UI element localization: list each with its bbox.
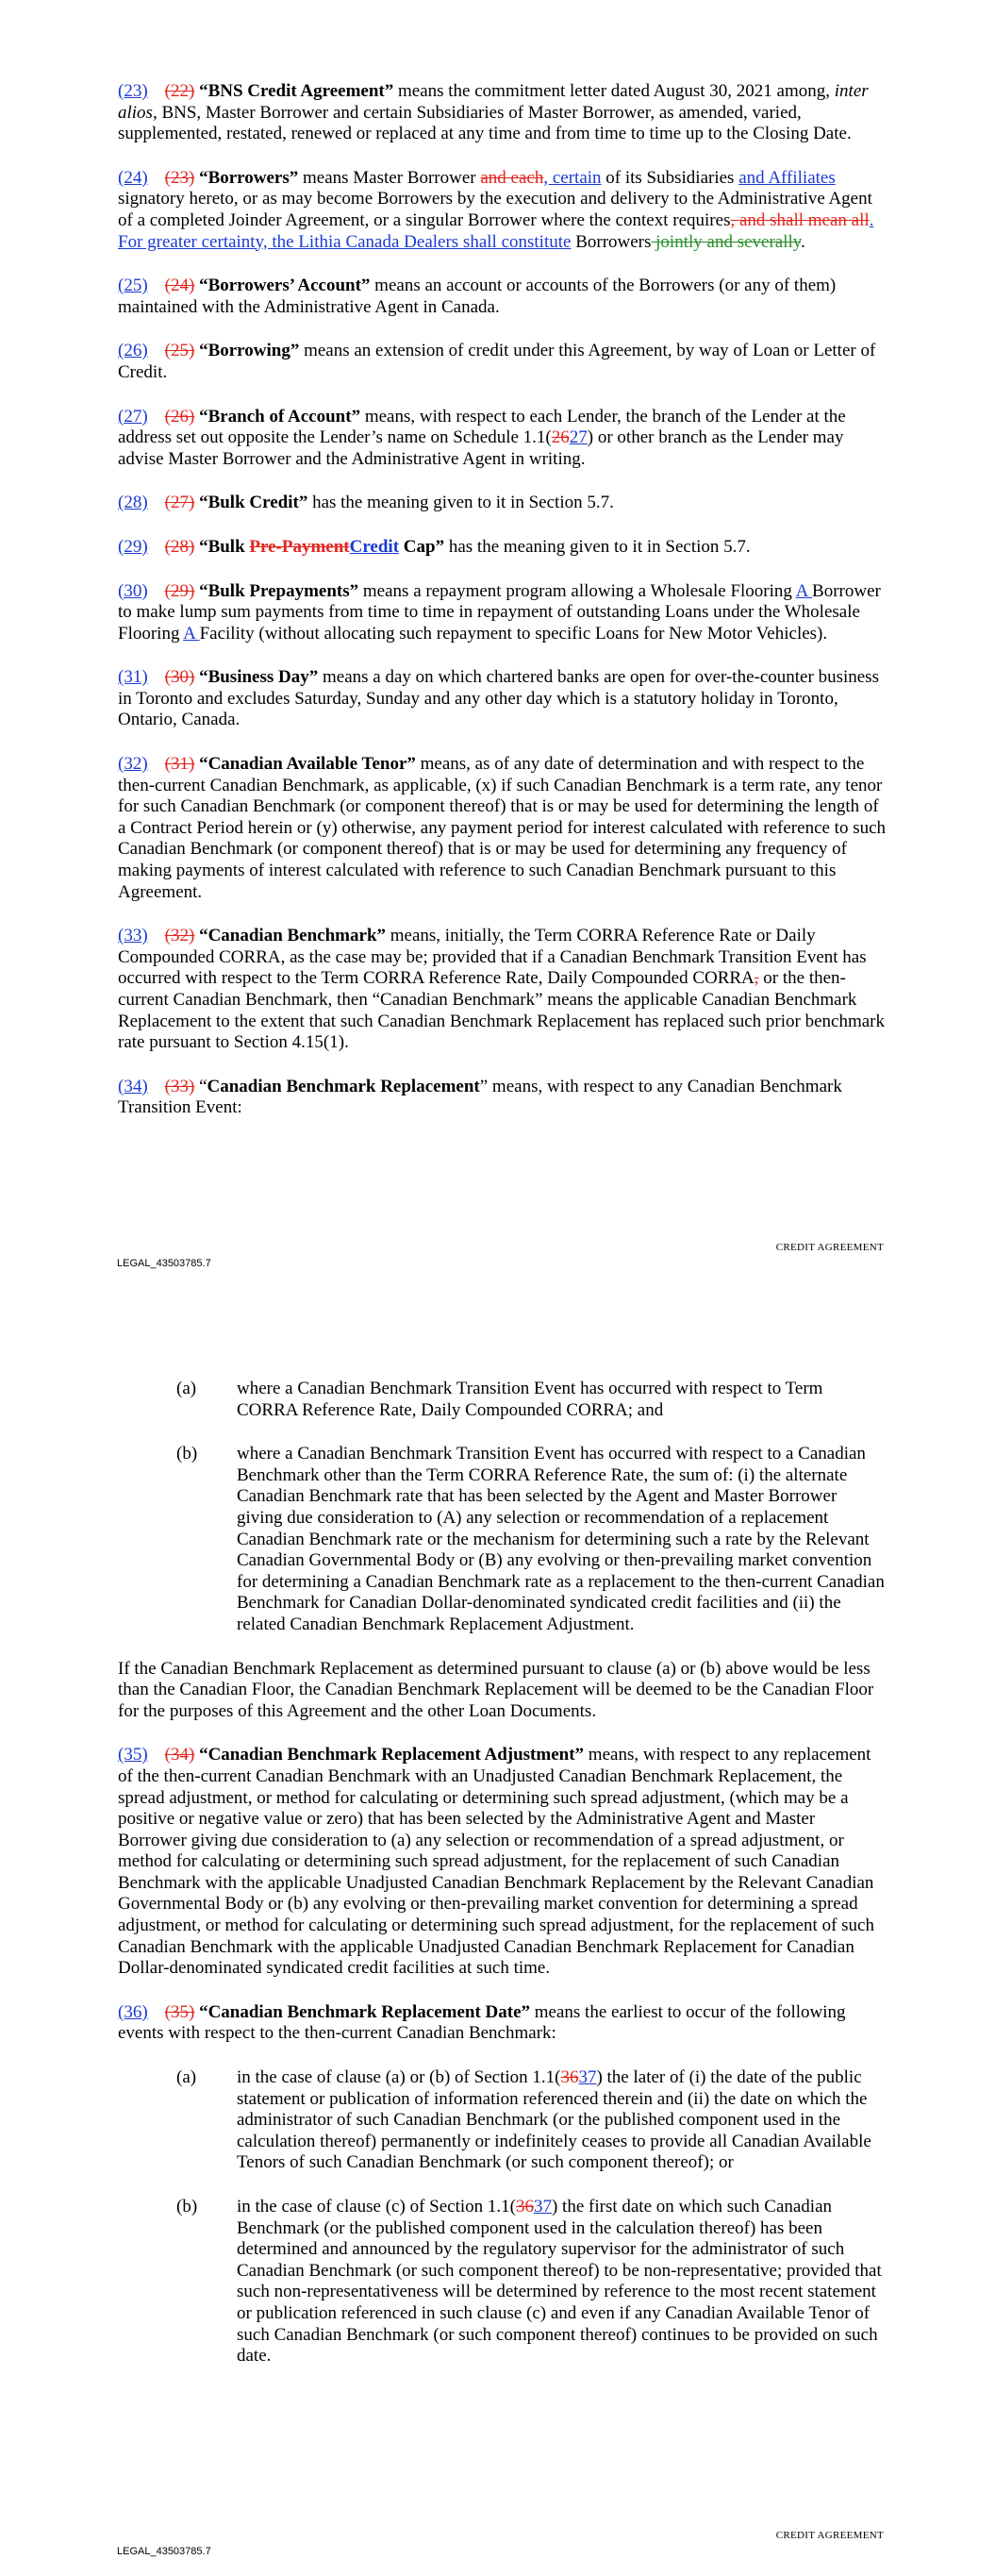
- definition-text: or the then-current Canadian Benchmark, then “Canadian Benchmark” means the applicable Canadian Benchmark Replacement to the extent that such Canadian Benchmark Replacement has replaced such prior benchmark rate pursuant to Section 4.15(1).: [118, 968, 885, 1053]
- defined-term: [199, 537, 444, 557]
- inserted-text: A: [183, 623, 200, 644]
- definition-31: [118, 667, 887, 731]
- italic-text: inter alios: [118, 81, 869, 123]
- deleted-text: 36: [560, 2067, 579, 2088]
- defined-term: “Bulk Prepayments”: [199, 580, 359, 601]
- clause-b: [176, 1444, 887, 1635]
- new-number[interactable]: (30): [118, 580, 148, 601]
- inserted-text: 37: [533, 2197, 552, 2216]
- definition-text: signatory hereto, or as may become Borrowers by the execution and delivery to the Administrative Agent of a completed Joinder Agreement, or a singular Borrower where the context requires: [118, 189, 872, 230]
- deleted-number: (27): [164, 493, 195, 513]
- moved-deleted-text: jointly and severally: [651, 231, 802, 252]
- deleted-text: Pre-Payment: [249, 536, 350, 557]
- inserted-text: 27: [569, 427, 588, 448]
- clause-text: in the case of clause (a) or (b) of Section 1.1(: [237, 2067, 561, 2088]
- defined-term: “Canadian Benchmark Replacement Adjustment”: [199, 1745, 585, 1765]
- deleted-number: (26): [164, 406, 195, 427]
- deleted-number: (29): [164, 580, 195, 601]
- defined-term: “Canadian Benchmark”: [199, 926, 387, 946]
- clause-text: where a Canadian Benchmark Transition Event has occurred with respect to Term CORRA Reference Rate, Daily Compounded CORRA; and: [237, 1379, 823, 1420]
- definition-text: Facility (without allocating such repayment to specific Loans for New Motor Vehicles).: [199, 623, 828, 644]
- page-2-body: [118, 1379, 887, 2390]
- definition-30: [118, 581, 887, 645]
- defined-term: “BNS Credit Agreement”: [199, 81, 394, 101]
- footer-document-id: LEGAL_43503785.7: [117, 2546, 211, 2557]
- term-part: “Bulk: [199, 536, 250, 557]
- definition-text: means, initially, the Term CORRA Reference Rate or Daily Compounded CORRA, as the case may be; provided that if a Canadian Benchmark Transition Event has occurred with respect to the Term CORRA Reference Rate, Daily Compounded CORRA: [118, 926, 867, 989]
- new-number[interactable]: (29): [118, 536, 148, 557]
- deleted-number: (34): [164, 1745, 195, 1765]
- definition-33: [118, 926, 887, 1054]
- deleted-text: and each: [480, 167, 544, 188]
- defined-term: “Branch of Account”: [199, 406, 361, 427]
- definition-text: means Master Borrower: [298, 167, 481, 188]
- new-number[interactable]: (28): [118, 493, 148, 513]
- deleted-number: (24): [164, 276, 195, 296]
- new-number[interactable]: (33): [118, 926, 148, 946]
- definition-32: [118, 754, 887, 903]
- definition-text: Borrowers: [571, 231, 652, 252]
- definition-27: [118, 407, 887, 471]
- definition-text: means the earliest to occur of the following events with respect to the then-current Canadian Benchmark:: [118, 2001, 846, 2044]
- deleted-number: (33): [164, 1076, 195, 1096]
- canadian-floor-paragraph: If the Canadian Benchmark Replacement as determined pursuant to clause (a) or (b) above would be less than the Canadian Floor, the Canadian Benchmark Replacement will be deemed to be the Canadian Floor for the purposes of this Agreement and the other Loan Documents.: [118, 1658, 874, 1721]
- new-number[interactable]: (34): [118, 1076, 148, 1096]
- deleted-number: (31): [164, 754, 195, 775]
- inserted-text: , certain: [543, 167, 602, 188]
- clause-label: (b): [176, 1444, 198, 1464]
- deleted-text: 26: [551, 427, 570, 448]
- footer-title: CREDIT AGREEMENT: [775, 2530, 884, 2541]
- quote-mark: “: [199, 1076, 207, 1096]
- defined-term: “Canadian Available Tenor”: [199, 754, 416, 775]
- definition-26: [118, 341, 887, 383]
- definition-text: means the commitment letter dated August 30, 2021 among,: [393, 81, 835, 101]
- footer-document-id: LEGAL_43503785.7: [117, 1258, 211, 1269]
- definition-36: [118, 2002, 887, 2045]
- definition-text: .: [801, 231, 805, 252]
- clause-text: ) the later of (i) the date of the public statement or publication of information referenced therein and (ii) the date on which the administrator of such Canadian Benchmark (or the published component used in the calculation thereof) permanently or indefinitely ceases to provide all Canadian Available Tenors of such Canadian Benchmark (or such component thereof); or: [237, 2067, 871, 2173]
- inserted-text: Credit: [349, 536, 400, 557]
- document-page-2: [0, 1288, 995, 2576]
- new-number[interactable]: (35): [118, 1745, 148, 1765]
- definition-23: [118, 81, 887, 145]
- definition-text: means a day on which chartered banks are open for over-the-counter business in Toronto and excludes Saturday, Sunday and any other day which is a statutory holiday in Toronto, Ontario, Canada.: [118, 667, 879, 730]
- definition-text: ) or other branch as the Lender may advise Master Borrower and the Administrative Agent in writing.: [118, 427, 844, 469]
- definition-text: means, with respect to each Lender, the branch of the Lender at the address set out opposite the Lender’s name on Schedule 1.1(: [118, 406, 846, 448]
- definition-text: , BNS, Master Borrower and certain Subsidiaries of Master Borrower, as amended, varied, supplemented, restated, renewed or replaced at any time and from time to time up to the Closing Date.: [118, 102, 852, 144]
- defined-term: “Borrowers”: [199, 167, 299, 188]
- footer-title: CREDIT AGREEMENT: [775, 1242, 884, 1253]
- deleted-number: (30): [164, 667, 195, 688]
- definition-text: means an extension of credit under this Agreement, by way of Loan or Letter of Credit.: [118, 341, 876, 382]
- defined-term: “Business Day”: [199, 667, 319, 688]
- new-number[interactable]: (27): [118, 406, 148, 427]
- new-number[interactable]: (25): [118, 276, 148, 296]
- definition-35: [118, 1745, 887, 1980]
- definition-29: [118, 537, 887, 559]
- inserted-text: . For greater certainty, the Lithia Canada Dealers shall constitute: [118, 209, 874, 252]
- defined-term: “Borrowers’ Account”: [199, 276, 371, 296]
- clause-text: in the case of clause (c) of Section 1.1(: [237, 2197, 516, 2216]
- deleted-number: (25): [164, 341, 195, 361]
- inserted-text: 37: [578, 2067, 597, 2088]
- definition-text: means, with respect to any replacement of the then-current Canadian Benchmark with an Unadjusted Canadian Benchmark Replacement, the spread adjustment, or method for calculating or determining such spread adjustment, (which may be a positive or negative value or zero) that has been selected by the Administrative Agent and Master Borrower giving due consideration to (a) any selection or recommendation of a spread adjustment, or method for calculating or determining such spread adjustment, for the replacement of such Canadian Benchmark with the applicable Unadjusted Canadian Benchmark Replacement by the Relevant Canadian Governmental Body or (b) any evolving or then-prevailing market convention for determining a spread adjustment, or method for calculating or determining such spread adjustment, for the replacement of such Canadian Benchmark with the applicable Unadjusted Canadian Benchmark Replacement for Canadian Dollar-denominated syndicated credit facilities at such time.: [118, 1745, 874, 1979]
- deleted-number: (28): [164, 536, 195, 557]
- deleted-number: (23): [164, 167, 195, 188]
- defined-term: “Borrowing”: [199, 341, 300, 361]
- defined-term: “Bulk Credit”: [199, 493, 308, 513]
- definition-text: of its Subsidiaries: [601, 167, 739, 188]
- deleted-text: 36: [515, 2197, 534, 2216]
- definition-text: means a repayment program allowing a Wholesale Flooring: [358, 580, 796, 601]
- new-number[interactable]: (36): [118, 2001, 148, 2022]
- definition-text: has the meaning given to it in Section 5.7.: [444, 536, 751, 557]
- new-number[interactable]: (31): [118, 667, 148, 688]
- deleted-number: (22): [164, 81, 195, 101]
- defined-term: “Canadian Benchmark Replacement Date”: [199, 2001, 531, 2022]
- clause-label: (a): [176, 1379, 197, 1398]
- clause-a-replacement-date: [176, 2067, 887, 2174]
- new-number[interactable]: (24): [118, 167, 148, 188]
- new-number[interactable]: (23): [118, 81, 148, 101]
- definition-text: ” means, with respect to any Canadian Benchmark Transition Event:: [118, 1076, 842, 1118]
- deleted-number: (35): [164, 2001, 195, 2022]
- term-part: Cap”: [399, 536, 445, 557]
- new-number[interactable]: (26): [118, 341, 148, 361]
- deleted-number: (32): [164, 926, 195, 946]
- inserted-text: A: [795, 580, 813, 601]
- defined-term: Canadian Benchmark Replacement: [207, 1076, 480, 1096]
- clause-label: (b): [176, 2197, 198, 2216]
- page-1-body: [118, 81, 887, 1142]
- clause-text: ) the first date on which such Canadian Benchmark (or the published component used in the calculation thereof) has been determined and announced by the regulatory supervisor for the administrator of such Canadian Benchmark (or such component thereof) to be non-representative; provided that such non-representativeness will be determined by reference to the most recent statement or publication referenced in such clause (c) and even if any Canadian Available Tenor of such Canadian Benchmark (or such component thereof) continues to be provided on such date.: [237, 2197, 882, 2367]
- definition-34: [118, 1077, 887, 1119]
- definition-text: has the meaning given to it in Section 5.7.: [307, 493, 614, 513]
- definition-24: [118, 168, 887, 253]
- clause-a: [176, 1379, 887, 1421]
- clause-label: (a): [176, 2067, 197, 2088]
- definition-text: Borrower to make lump sum payments from time to time in repayment of outstanding Loans under the Wholesale Flooring: [118, 580, 881, 644]
- definition-text: means an account or accounts of the Borrowers (or any of them) maintained with the Administrative Agent in Canada.: [118, 276, 837, 317]
- definition-25: [118, 276, 887, 318]
- deleted-text: , and shall mean all: [730, 209, 870, 230]
- clause-text: where a Canadian Benchmark Transition Event has occurred with respect to a Canadian Benchmark other than the Term CORRA Reference Rate, the sum of: (i) the alternate Canadian Benchmark rate that has been selected by the Agent and Master Borrower giving due consideration to (A) any selection or recommendation of a replacement Canadian Benchmark rate or the mechanism for determining such a rate by the Relevant Canadian Governmental Body or (B) any evolving or then-prevailing market convention for determining a Canadian Benchmark rate as a replacement to the then-current Canadian Benchmark for Canadian Dollar-denominated syndicated credit facilities and (ii) the related Canadian Benchmark Replacement Adjustment.: [237, 1444, 885, 1634]
- inserted-text: and Affiliates: [738, 167, 836, 188]
- new-number[interactable]: (32): [118, 754, 148, 775]
- definition-28: [118, 493, 887, 514]
- definition-text: means, as of any date of determination and with respect to the then-current Canadian Benchmark, as applicable, (x) if such Canadian Benchmark is a term rate, any tenor for such Canadian Benchmark (or component thereof) that is or may be used for determining the length of a Contract Period herein or (y) otherwise, any payment period for interest calculated with reference to such Canadian Benchmark (or component thereof) that is or may be used for determining any frequency of making payments of interest calculated with reference to such Canadian Benchmark pursuant to this Agreement.: [118, 754, 887, 902]
- deleted-text: ,: [754, 968, 759, 989]
- clause-b-replacement-date: [176, 2197, 887, 2367]
